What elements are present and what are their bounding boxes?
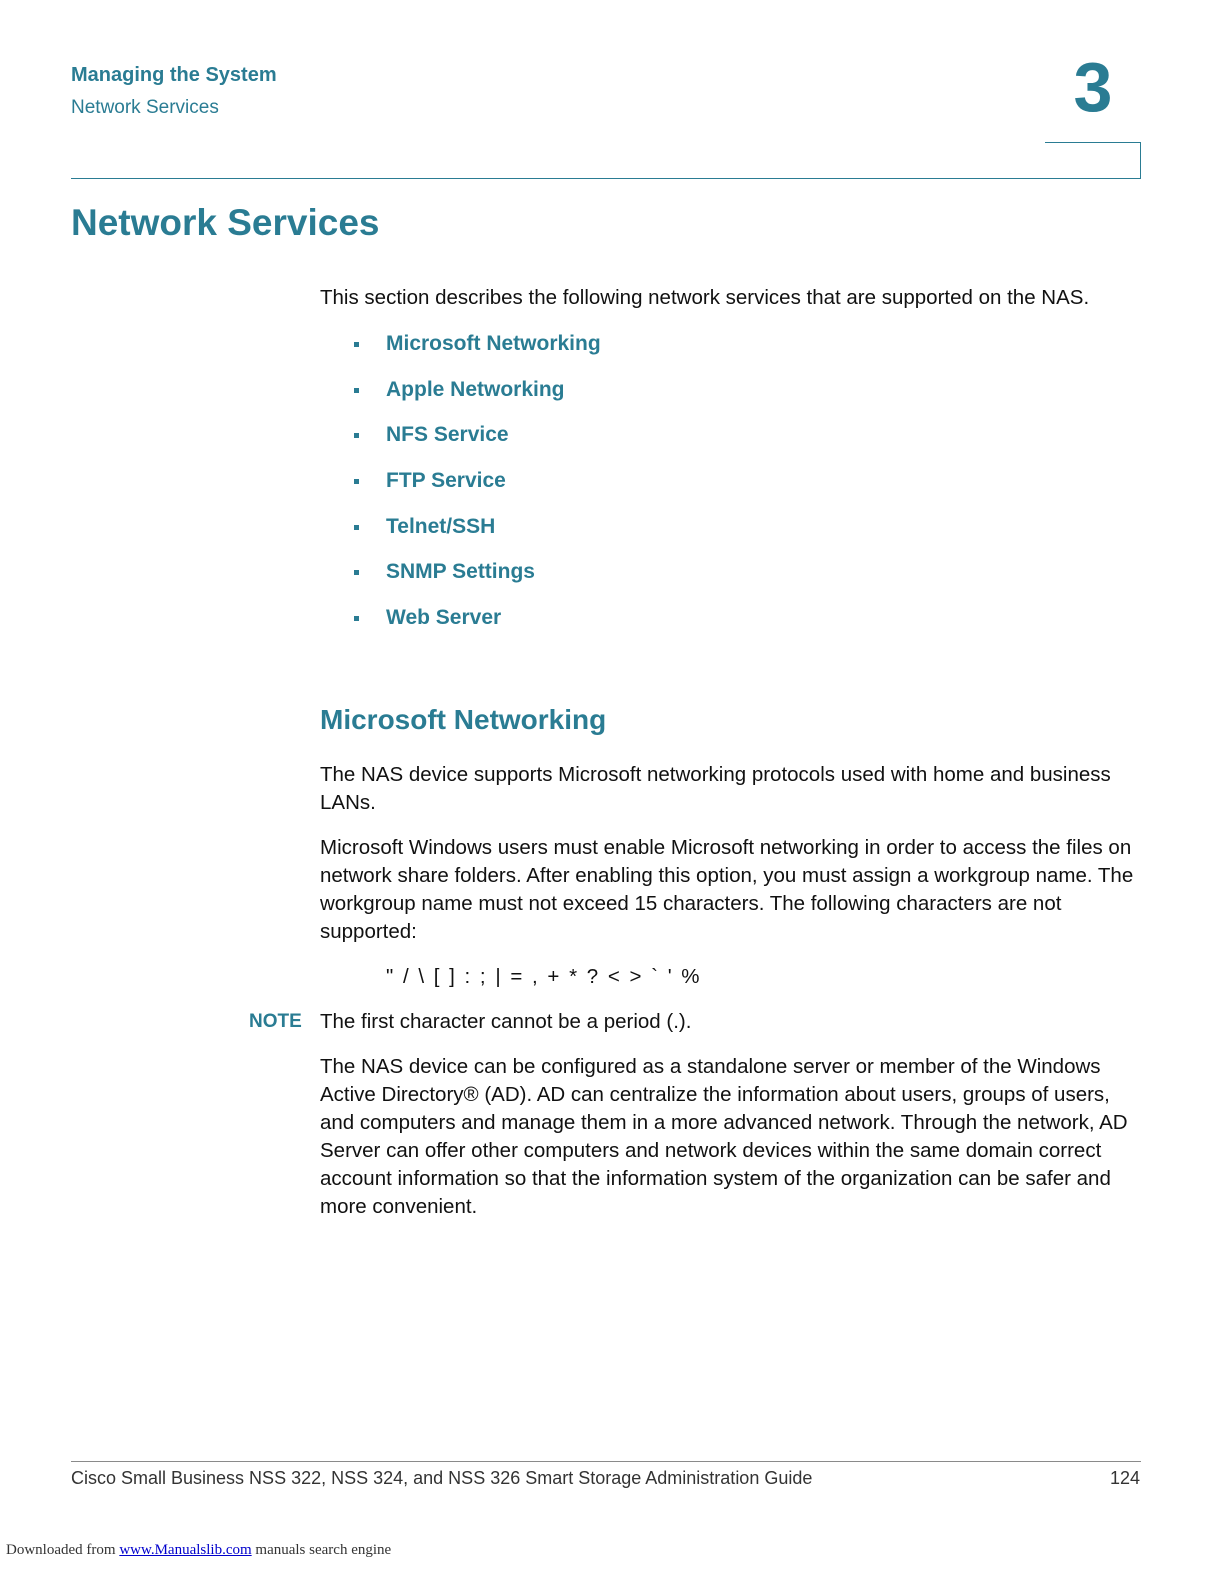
list-item <box>320 467 1140 513</box>
note-label: NOTE <box>249 1011 302 1032</box>
note-text: The first character cannot be a period (.). <box>320 1010 692 1033</box>
toc-link-nfs-service[interactable]: NFS Service <box>386 423 509 447</box>
list-item <box>320 330 1140 376</box>
page-number: 124 <box>1109 1468 1140 1488</box>
bullet-icon <box>354 570 359 575</box>
list-item <box>320 558 1140 604</box>
page-title: Network Services <box>71 202 380 243</box>
footer-divider <box>71 1461 1141 1462</box>
download-note <box>6 1542 391 1559</box>
bullet-icon <box>354 342 359 347</box>
header-divider <box>71 178 1141 179</box>
bullet-icon <box>354 616 359 621</box>
manualslib-link[interactable]: www.Manualslib.com <box>119 1542 252 1558</box>
download-prefix: Downloaded from <box>6 1542 116 1558</box>
toc-link-apple-networking[interactable]: Apple Networking <box>386 377 565 401</box>
paragraph-workgroup: Microsoft Windows users must enable Microsoft networking in order to access the files on network share folders. After enabling this option, you must assign a workgroup name. The workgroup name must not exceed 15 characters. The following characters are not supported: <box>320 836 1134 943</box>
paragraph-active-directory: The NAS device can be configured as a standalone server or member of the Windows Active Directory® (AD). AD can centralize the information about users, groups of users, and computers and manage them in a more advanced network. Through the network, AD Server can offer other computers and network devices within the same domain correct account information so that the information system of the organization can be safer and more convenient. <box>320 1055 1128 1218</box>
header-section-name: Network Services <box>71 97 219 118</box>
chapter-tab-box <box>1045 142 1141 178</box>
subsection-title: Microsoft Networking <box>320 704 607 735</box>
toc-link-snmp-settings[interactable]: SNMP Settings <box>386 560 535 584</box>
intro-paragraph: This section describes the following network services that are supported on the NAS. <box>320 286 1090 309</box>
list-item <box>320 604 1140 650</box>
header-chapter-title: Managing the System <box>71 64 277 86</box>
toc-link-telnet-ssh[interactable]: Telnet/SSH <box>386 514 496 538</box>
list-item <box>320 376 1140 422</box>
toc-list <box>320 330 1140 650</box>
toc-link-ftp-service[interactable]: FTP Service <box>386 469 506 493</box>
unsupported-characters: " / \ [ ] : ; | = , + * ? < > ` ' % <box>386 965 700 988</box>
paragraph-protocols: The NAS device supports Microsoft networking protocols used with home and business LANs. <box>320 763 1111 814</box>
intro-block <box>320 284 1140 650</box>
bullet-icon <box>354 388 359 393</box>
bullet-icon <box>354 433 359 438</box>
bullet-icon <box>354 525 359 530</box>
bullet-icon <box>354 479 359 484</box>
download-suffix: manuals search engine <box>255 1542 392 1558</box>
chapter-number: 3 <box>1073 48 1113 126</box>
list-item <box>320 421 1140 467</box>
footer-guide-title: Cisco Small Business NSS 322, NSS 324, and NSS 326 Smart Storage Administration Guide <box>71 1468 813 1488</box>
list-item <box>320 513 1140 559</box>
toc-link-web-server[interactable]: Web Server <box>386 606 502 630</box>
toc-link-microsoft-networking[interactable]: Microsoft Networking <box>386 332 601 355</box>
